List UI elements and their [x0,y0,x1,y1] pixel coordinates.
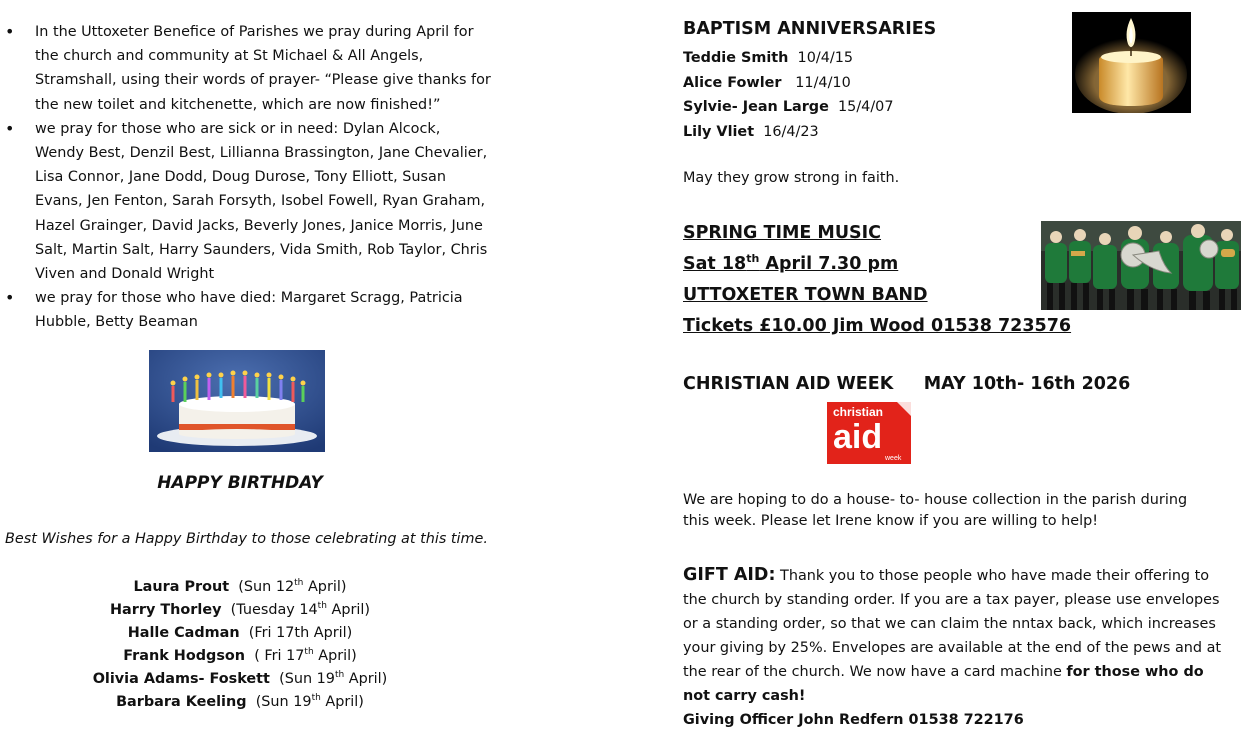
left-column [0,0,620,737]
date-text: 11/4/10 [795,74,851,91]
date-text: (Sun 19 [255,694,312,710]
date-suffix: th [294,578,304,589]
person-name: Alice Fowler [683,74,782,91]
date-suffix: th [304,647,314,658]
list-item [0,645,480,668]
date-text: (Sun 12 [238,579,295,595]
person-name: Teddie Smith [683,50,789,66]
date-text: 15/4/07 [838,99,894,115]
person-name: Laura Prout [133,579,230,595]
list-item [0,622,480,645]
person-name: Sylvie- Jean Large [683,99,829,115]
person-name: Frank Hodgson [123,648,246,664]
date-text: April) [320,694,364,710]
date-suffix: th [746,252,760,266]
birthday-list [0,576,480,714]
birthday-cake-image [149,350,325,452]
christian-aid-title: CHRISTIAN AID WEEK MAY 10th- 16th 2026 [683,374,1131,394]
person-name: Lily Vliet [683,123,755,140]
date-suffix: th [311,693,321,704]
music-date [683,249,1071,280]
date-text: 16/4/23 [763,123,819,140]
date-text: April) [344,671,388,687]
logo-week: week [885,455,902,462]
candle-image [1072,12,1191,113]
prayer-item: • we pray for those who have died: Margaret Scragg, Patricia Hubble, Betty Beaman [35,286,493,334]
date-text: (Tuesday 14 [230,602,318,618]
gift-aid-label: GIFT AID: [683,565,776,585]
right-column [683,0,1243,737]
logo-aid: aid [833,418,883,456]
christian-aid-text: We are hoping to do a house- to- house collection in the parish during this week. Please let Irene know if you are willing to help! [683,492,1188,529]
music-tickets: Tickets £10.00 Jim Wood 01538 723576 [683,316,1072,336]
date-text: April) [326,602,370,618]
person-name: Harry Thorley [110,602,222,618]
christian-aid-logo [827,402,911,464]
list-item [683,95,894,120]
prayer-list [35,20,493,335]
list-item [0,668,480,691]
list-item [683,71,894,96]
music-section [683,218,1071,342]
baptism-title: BAPTISM ANNIVERSARIES [683,19,937,39]
logo-christian: christian [833,405,884,419]
prayer-item: • we pray for those who are sick or in need: Dylan Alcock, Wendy Best, Denzil Best, Lillianna Brassington, Jane Chevalier, Lisa Connor, Jane Dodd, Doug Durose, Tony Elliott, Susan Evans, Jen Fenton, Sarah Forsyth, Isobel Fowell, Ryan Graham, Hazel Grainger, David Jacks, Beverly Jones, Janice Morris, June Salt, Martin Salt, Harry Saunders, Vida Smith, Rob Taylor, Chris Viven and Donald Wright [35,117,493,286]
giving-officer: Giving Officer John Redfern 01538 722176 [683,712,1024,728]
date-suffix: th [317,601,327,612]
list-item [0,691,480,714]
date-text: April) [313,648,357,664]
gift-aid-bold-tail: for those who do not carry cash! [683,664,1204,704]
brass-band-image [1041,221,1241,310]
date-text: (Sun 19 [279,671,335,687]
list-item [0,576,480,599]
date-text: 10/4/15 [797,50,854,66]
date-suffix: th [334,670,345,681]
baptism-closing: May they grow strong in faith. [683,170,900,186]
date-text: (Fri 17th April) [248,625,353,641]
person-name: Barbara Keeling [116,694,247,710]
list-item [683,46,894,71]
birthday-wishes: Best Wishes for a Happy Birthday to those celebrating at this time. [5,531,488,547]
gift-aid-text: Thank you to those people who have made their offering to the church by standing order. If you are a tax payer, please use envelopes or a standing order, so that we can claim the nntax back, which increases your giving by 25%. Envelopes are available at the end of the pews and at the rear of the church. We now have a card machine [683,568,1222,680]
date-text: Sat 18 [683,254,747,274]
list-item [0,599,480,622]
person-name: Halle Cadman [127,625,240,641]
music-title: SPRING TIME MUSIC [683,223,882,243]
person-name: Olivia Adams- Foskett [92,671,270,687]
date-text: April 7.30 pm [759,254,899,274]
music-band: UTTOXETER TOWN BAND [683,285,928,305]
happy-birthday-title: HAPPY BIRTHDAY [157,473,323,493]
prayer-item: • In the Uttoxeter Benefice of Parishes we pray during April for the church and community at St Michael & All Angels, Stramshall, using their words of prayer- “Please give thanks for the new toilet and kitchenette, which are now finished!” [35,20,493,117]
date-text: ( Fri 17 [254,648,305,664]
date-text: April) [303,579,347,595]
list-item [683,120,894,145]
gift-aid-section [683,563,1223,732]
baptism-list [683,46,894,144]
